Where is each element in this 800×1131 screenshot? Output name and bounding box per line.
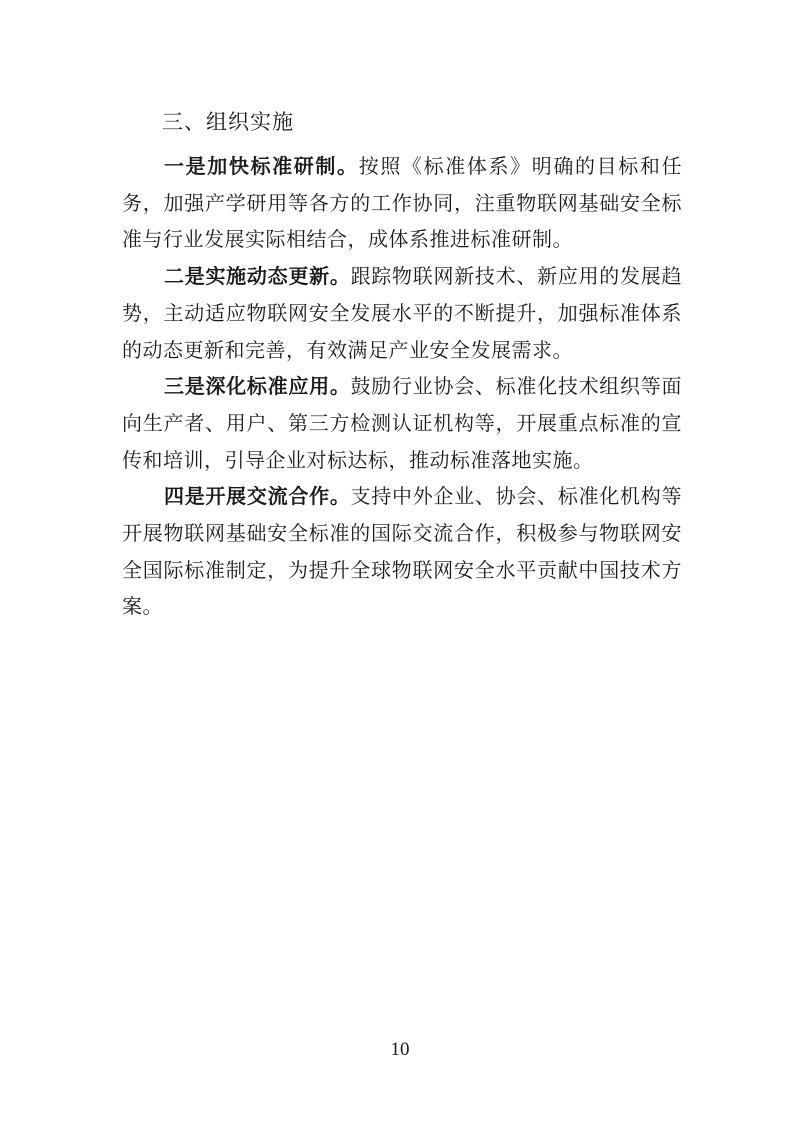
page-number: 10 bbox=[390, 1039, 410, 1060]
paragraph-dynamic-update bbox=[122, 258, 682, 368]
paragraph-text: 按照《标准体系》明确的目标和任务，加强产学研用等各方的工作协同，注重物联网基础安全标准与行业发展实际相结合，成体系推进标准研制。 bbox=[122, 154, 683, 252]
paragraph-text: 跟踪物联网新技术、新应用的发展趋势，主动适应物联网安全发展水平的不断提升，加强标准体系的动态更新和完善，有效满足产业安全发展需求。 bbox=[122, 264, 682, 362]
paragraph-standard-development bbox=[122, 148, 682, 258]
paragraph-lead: 二是实施动态更新。 bbox=[164, 264, 351, 289]
paragraph-lead: 三是深化标准应用。 bbox=[164, 374, 351, 399]
paragraph-standard-application bbox=[122, 368, 682, 478]
paragraph-text: 鼓励行业协会、标准化技术组织等面向生产者、用户、第三方检测认证机构等，开展重点标准的宣传和培训，引导企业对标达标，推动标准落地实施。 bbox=[122, 374, 682, 472]
section-heading: 三、组织实施 bbox=[162, 110, 294, 134]
paragraph-exchange-cooperation bbox=[122, 478, 682, 625]
paragraph-lead: 四是开展交流合作。 bbox=[164, 484, 351, 509]
paragraph-lead: 一是加快标准研制。 bbox=[164, 154, 359, 178]
body-text bbox=[122, 148, 682, 625]
paragraph-text: 支持中外企业、协会、标准化机构等开展物联网基础安全标准的国际交流合作，积极参与物联网安全国际标准制定，为提升全球物联网安全水平贡献中国技术方案。 bbox=[122, 484, 682, 619]
